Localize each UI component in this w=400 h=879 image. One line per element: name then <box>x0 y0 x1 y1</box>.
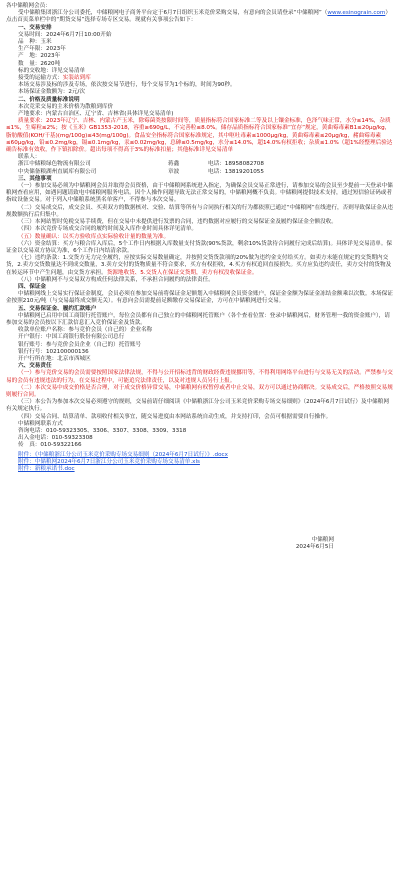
section-3-title: 三、其他事项 <box>18 175 52 182</box>
quality-requirement <box>6 118 394 154</box>
rule-6: （六）资金结算：买方与粮合库入库后，5个工作日内根据入库数量支付货款(90%货款，剩余10%货款待合同履行完成后结算)。具体详见交易清单。保证金以交易双方协议为准，6个工作日内结清余款。 <box>6 240 393 254</box>
contact-2-org: 中央储备粮湖州直属库有限公司 <box>18 168 97 175</box>
section-1-title: 一、交易安排 <box>18 24 52 31</box>
section-5-title: 五、交易保证金、履约汇款账户 <box>18 305 97 312</box>
section-6-title: 六、交易责任 <box>18 363 52 370</box>
production-year: 生产年限：2023年 <box>18 46 66 53</box>
rule-8: （八）中储粮网不与交易双方构成任何法律关系，不承担合同履约的法律责任。 <box>18 276 214 283</box>
intro-text-b: ）点击首页菜单栏中的“期货交易”选择专场专区交易。现就有关事项公告如下： <box>6 10 391 24</box>
delivery-location: 标的交收地：详见交易清单 <box>18 67 86 74</box>
rule-5: （五）数量确认：以买方验收库点实际验收计量的数量为准。 <box>18 233 170 240</box>
rule-2: （二）交易成交后，成交会员、买卖双方的数据核对、交验、结算等所有与合同执行相关的行为都依照已通过“中储粮网”在线进行，否则导致保证金从违规数额执行后归集中。 <box>6 204 393 218</box>
origin: 产 地：2023年 <box>18 53 61 60</box>
bank-location: 开户行所在地：北京市西城区 <box>18 355 91 362</box>
fund-phone: 出入金电话：010-59323308 <box>18 435 93 442</box>
rule-3: （三）本网站暂时免税交易手续费，但在交易中未提供进行发票的合同，违约数据对应履行的交易保证金及履约保证金全额没收。 <box>18 219 337 226</box>
fax: 传 真：010-59322166 <box>18 442 82 449</box>
bank-code: 银行行号：102100000136 <box>18 348 89 355</box>
rule-7 <box>6 255 394 277</box>
price-note: 本次竞采交易的主米价格为散粮到库价 <box>18 103 114 110</box>
service-phone: 咨询电话：010-59323305、3306、3307、3308、3309、3318 <box>18 427 187 434</box>
contact-1-name: 蒋鑫 <box>168 161 180 168</box>
quantity: 数 量：2620吨 <box>18 60 61 67</box>
quality-text-2: 超出每项不得高于3%的标准扣量；其他标准详见交易清单 <box>89 147 234 154</box>
session-note: 本场交易涉及标的涉及专场，依次按交易节进行，每个交易节为1个标的，时间为90秒。 <box>18 82 236 89</box>
contact-2-name: 章波 <box>168 168 180 175</box>
trade-time: 交易时间：2024年6月7日10:00开始 <box>18 31 112 38</box>
quality-text: 质量要求：2023年辽宁、吉林、内蒙古产玉米，除霉菌类按限时间等，质量指标符合国家标准二等及以上镶金标准，色泽气味正常，水分≤14%，杂质≤1%，生霉粒≤2%；按《玉米》GB1353-2018，容重≥690g/L，不完善粒≤8.0%。储存品质指标符合国家标准“宜存”规定，黄曲霉毒素B1≤20μg/kg，脂肪酸值(KOH/干基)(mg/100g)≤43(mg/100g)。食品安全指标符合国家标准规定，其中呕吐毒素≤1000μg/kg，黄曲霉毒素≤20μg/kg，赭曲霉毒素≤60μg/kg，铅≤0.2mg/kg，镉≤0.1mg/kg，汞≤0.02mg/kg，总砷≤0.5mg/kg，水分≤14.0%，超14.0%有权拒收；杂质≤1.0%（超1%经整理后验达确告标准有效收，作下镇扣除价。 <box>6 118 393 154</box>
section-4-title: 四、保证金 <box>18 283 46 290</box>
product-name: 品 种：玉米 <box>18 39 52 46</box>
account-holder: 收款单位账户名称：参与竞价会员（自己的）企业名称 <box>18 327 153 334</box>
intro-text-a: 受中储粮集团浙江分公司委托，中储粮网电子商务平台定于6月7日组织玉米竞价采购交易，有意向的会员请登录“中储粮网”（ <box>18 10 328 17</box>
contact-2-phone: 电话：13819201055 <box>208 168 264 175</box>
liability-2: （二）本次交易中成交价格是否合理，对于成交价格异常交易，中储粮网有权暂停或者中止交易，双方可以通过协商解决。交易成交后，严格按照交易规则履行合同。 <box>6 384 393 398</box>
attachment-link-3[interactable]: 附件：新粮承诺书.doc <box>18 466 75 472</box>
origin-requirement-value: 内蒙古自治区、辽宁省、吉林省(具体详见交易清单) <box>45 111 174 118</box>
transport-value: 实装站到库 <box>62 75 91 82</box>
transport-label: 接受的运输方式： <box>18 75 63 82</box>
greeting: 各中储粮网会员： <box>6 3 51 9</box>
rule-4: （四）本次竞价专场成交合同的履约时间及入库作业时间具体详见清单。 <box>18 226 198 233</box>
account-bank: 开户银行：中国工商银行股份有限公司总行 <box>18 334 125 341</box>
deposit-rule: 中储粮网线上交易实行保证金制度，会员必须在参加交易前将保证金足额划入中储粮网会员资金账户，保证金金额为保证金冻结金额乘以次数。本场保证金按照210元/吨（与交易最终成交额无关）。有意向会员需提前足额缴存交易保证金，方可在中储粮网进行交易。 <box>6 291 393 305</box>
intro-paragraph <box>6 10 394 24</box>
section-2-title: 二、价格及质量标准说明 <box>18 96 80 103</box>
contact-row-1 <box>6 161 394 168</box>
website-link[interactable]: www.esinograin.com <box>327 10 386 17</box>
signature-date: 2024年6月5日 <box>295 544 334 551</box>
rule-7-text: （七）违约条款：1.交货方无力完全履约，应按实际交易数量确定，并按照交货货款项的20%做为违约金支付给买方。如卖方未能在规定的交货期内交货，2.卖方交货数量达不到成交数量，3.卖方交付的货物质量不符合要求，买方有权拒收，4.买方有权追回直接损失。买方应负违约责任，卖方交付的货物及在转运环节中产生问题，由交货方承担。 <box>6 255 392 276</box>
account-intro: 中储粮网已启用中国工商银行托管账户，每位会员都有自己独立的中储粮网托管账户（各个查看位置：登录中储粮网后，财务管理一我的资金账户），请参加交易的会员按以下汇款信息汇入竞价保证金及货款。 <box>6 312 390 326</box>
liability-4: （四）交易合同、结算清单、款项收付相关事宜，随交易进度由本网站系统自动生成，并支持打印，会员可根据需要自行操作。 <box>18 413 332 420</box>
contact-1-org: 浙江中储粮绿色物流有限公司 <box>18 161 91 168</box>
attachment-link-1[interactable]: 附件：《中储粮浙江分公司玉米竞价采购专场交易细则（2024年6月7日试行）》.docx <box>18 451 228 458</box>
signature-org: 中储粮网 <box>311 537 334 544</box>
signature-block <box>6 537 394 551</box>
service-contact-title: 中储粮网联系方式 <box>18 420 63 427</box>
account-number: 银行账号：参与竞价会员企业（自己的）托管账号 <box>18 341 142 348</box>
deposit-note: 本场保证金数额为：2元/次 <box>18 89 85 96</box>
rule-1: （一）参加交易必须为中储粮网会员并取得会员资格，由于中储粮网系统进入指定，为确保会员交易正常进行，请参加交易的会员至少提前一天登录中储粮网查看应用，如遇问题请致电中储粮网服务电话。因个人操作问题导致无法正常交易的，中储粮网概不负责。中储粮网提供技术支持，通过短信验证码或者指纹设备交易。对于列入中储粮系统黑名单客户，不得参与本次交易。 <box>6 183 393 204</box>
origin-requirement-label: 产地要求： <box>18 111 46 118</box>
attachment-link-2[interactable]: 附件：中储粮网2024年6月7日浙江分公司玉米竞价采购专场交易清单.xls <box>18 458 200 465</box>
liability-1: （一）参与竞价交易的会员需要按照国家法律法规，不得与公开招标违背的财政经费违规挪用等，不得利用网络平台进行与交易无关的活动。严禁参与交易的会员有违规违法的行为，在交易过程中，可能追究法律责任，以及对违规人员另行上报。 <box>6 370 393 384</box>
contact-row-2 <box>6 169 394 176</box>
contacts-label: 联系人： <box>18 154 41 161</box>
contact-1-phone: 电话：18958082708 <box>208 161 264 168</box>
liability-3: （三）本公告为参加本次交易必须遵守的规则，交易前请仔细阅读《中储粮浙江分公司玉米竞价采购专场交易细则》（2024年6月7日试行）及中储粮网有关规定执行。 <box>6 399 389 413</box>
rule-7-red: 货源地收货、5.交货人在保证交货期，卖方有权没收保证金。 <box>106 269 258 276</box>
